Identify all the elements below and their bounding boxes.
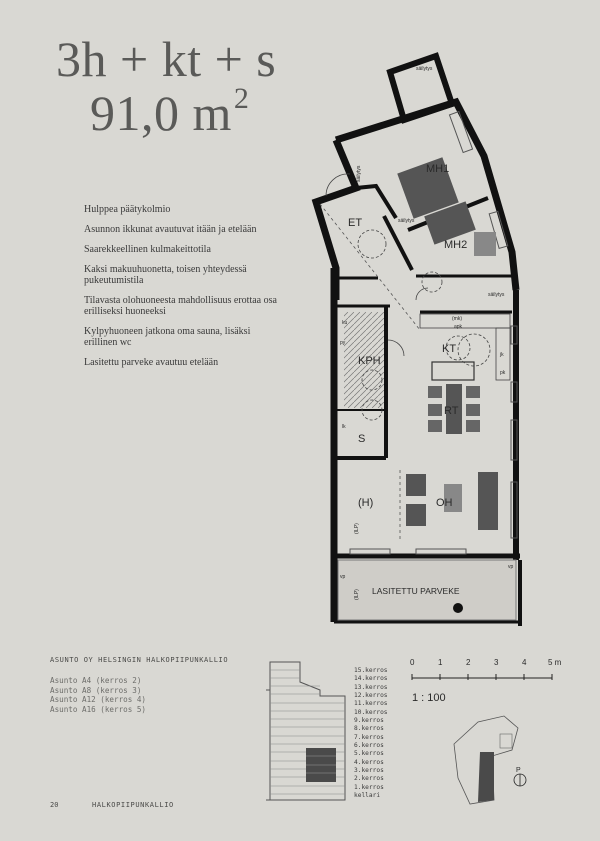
label-h: (H)	[358, 497, 374, 509]
floor-label: 7.kerros	[354, 733, 384, 741]
area-exponent: 2	[233, 82, 250, 115]
scale-tick-label: 0	[410, 658, 415, 667]
floor-label: 1.kerros	[354, 783, 384, 791]
floor-label: 15.kerros	[354, 667, 388, 674]
scale-tick-label: 1	[438, 658, 443, 667]
label-mh2: MH2	[444, 239, 468, 251]
area-value: 91,0 m	[90, 85, 232, 141]
label-ku: ku	[342, 320, 348, 326]
floor-label: 14.kerros	[354, 675, 388, 683]
label-oh: OH	[436, 497, 453, 509]
label-storage: säilytys	[488, 292, 505, 298]
label-lk: lk	[342, 424, 346, 430]
label-pk: pk	[500, 370, 506, 376]
floor-label: 3.kerros	[354, 767, 384, 775]
label-ilp: (ILP)	[354, 523, 360, 534]
floor-label: 11.kerros	[354, 700, 388, 708]
label-py: py	[340, 340, 346, 346]
feature-item: Kaksi makuuhuonetta, toisen yhteydessä pukeutumistila	[84, 264, 247, 286]
floor-list	[354, 667, 388, 801]
unit-item: Asunto A16 (kerros 5)	[50, 704, 147, 714]
site-plan	[454, 716, 526, 804]
feature-item: Tilavasta olohuoneesta mahdollisuus erottaa osa erilliseksi huoneeksi	[84, 295, 277, 317]
balcony-drain	[453, 603, 463, 613]
feature-item: Saarekkeellinen kulmakeittotila	[84, 244, 211, 255]
scale-ratio: 1 : 100	[412, 692, 446, 704]
label-et: ET	[348, 217, 363, 229]
label-balcony: LASITETTU PARVEKE	[372, 586, 460, 596]
label-rt: RT	[444, 405, 459, 417]
scale-tick-label: 3	[494, 658, 499, 667]
floor-label: kellari	[354, 792, 381, 800]
floor-label: 13.kerros	[354, 683, 388, 691]
project-name: ASUNTO OY HELSINGIN HALKOPIIPUNKALLIO	[50, 656, 229, 664]
label-storage-top: säilytys	[416, 66, 433, 72]
floor-label: 12.kerros	[354, 692, 388, 700]
label-jk: jk	[500, 352, 504, 358]
footer-title: HALKOPIIPUNKALLIO	[92, 801, 174, 809]
unit-item: Asunto A4 (kerros 2)	[50, 676, 142, 685]
floor-label: 6.kerros	[354, 742, 384, 750]
floor-label: 8.kerros	[354, 725, 384, 733]
sofa	[478, 472, 498, 530]
label-kt: KT	[442, 343, 457, 355]
room-count-title: 3h + kt + s	[56, 31, 277, 87]
feature-item: Asunnon ikkunat avautuvat itään ja etelään	[84, 224, 257, 235]
building-section	[266, 662, 345, 800]
unit-list	[50, 676, 146, 714]
unit-item: Asunto A12 (kerros 4)	[50, 695, 147, 705]
scale-tick-label: 4	[522, 658, 527, 667]
label-storage: säilytys	[356, 165, 362, 182]
floor-label: 10.kerros	[354, 708, 388, 716]
floor-label: 2.kerros	[354, 775, 384, 783]
unit-item: Asunto A8 (kerros 3)	[50, 685, 142, 695]
floor-label: 5.kerros	[354, 750, 384, 758]
feature-item: Lasitettu parveke avautuu etelään	[84, 357, 219, 368]
label-vp: vp	[508, 564, 514, 570]
label-storage: säilytys	[398, 218, 415, 224]
label-ilp: (ILP)	[354, 589, 360, 600]
scale-tick-label: 5 m	[548, 658, 562, 667]
label-vp: vp	[340, 574, 346, 580]
label-mk: (mk)	[452, 316, 462, 322]
floor-label: 9.kerros	[354, 717, 384, 725]
floor-label: 4.kerros	[354, 758, 384, 766]
label-mh1: MH1	[426, 163, 450, 175]
label-s: S	[358, 433, 366, 445]
scale-bar	[412, 674, 552, 680]
north-label: P	[516, 767, 521, 774]
label-kph: KPH	[358, 355, 381, 367]
page-number: 20	[50, 801, 59, 809]
feature-item: Kylpyhuoneen jatkona oma sauna, lisäksi erillinen wc	[84, 326, 251, 348]
label-apk: apk	[454, 324, 463, 330]
feature-item: Hulppea päätykolmio	[84, 204, 171, 215]
scale-tick-label: 2	[466, 658, 471, 667]
